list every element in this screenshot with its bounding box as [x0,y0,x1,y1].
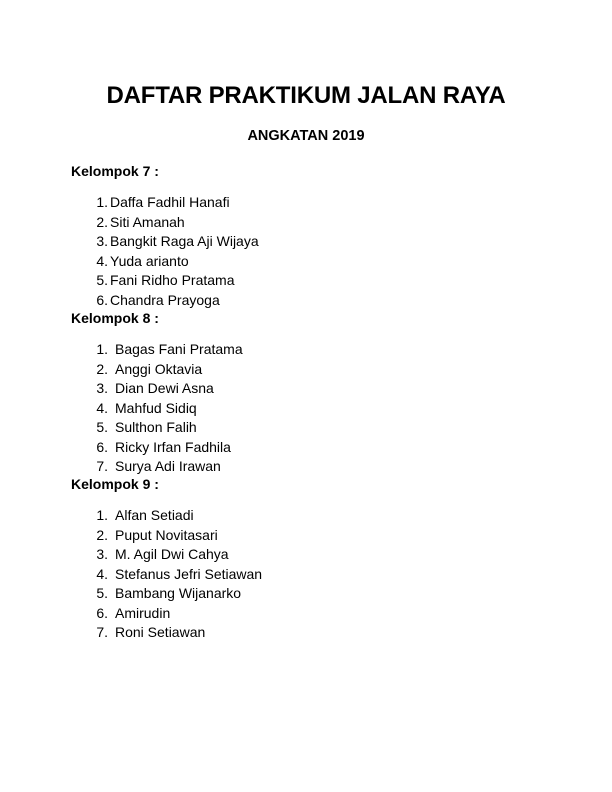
member-name: Ricky Irfan Fadhila [115,438,231,455]
item-number: 5. [96,272,108,288]
member-name: Fani Ridho Pratama [110,272,235,288]
list-item [71,252,551,272]
member-name: Surya Adi Irawan [115,458,221,474]
member-name: Bangkit Raga Aji Wijaya [110,233,259,249]
item-number: 5. [96,585,108,601]
list-item [71,584,551,604]
item-number: 2. [96,526,108,543]
item-number: 5. [96,419,108,435]
item-number: 1. [96,341,108,357]
member-name: Roni Setiawan [115,624,206,640]
member-list [71,506,551,643]
group-heading: Kelompok 9 : [71,476,159,492]
item-number: 2. [96,213,108,230]
member-list [71,193,551,310]
list-item [71,438,551,458]
group-kelompok-9 [71,475,551,643]
list-item [71,506,551,526]
list-item [71,213,551,233]
member-name: M. Agil Dwi Cahya [115,546,229,562]
list-item [71,193,551,213]
member-name: Stefanus Jefri Setiawan [115,565,263,582]
list-item [71,457,551,477]
item-number: 6. [96,438,108,455]
list-item [71,379,551,399]
member-name: Sulthon Falih [115,419,197,435]
group-kelompok-7 [71,162,551,310]
member-name: Siti Amanah [110,213,185,230]
item-number: 3. [96,546,108,562]
member-list [71,340,551,477]
item-number: 2. [96,360,108,377]
list-item [71,340,551,360]
item-number: 7. [96,624,108,640]
member-name: Yuda arianto [110,252,189,269]
member-name: Bagas Fani Pratama [115,341,243,357]
list-item [71,360,551,380]
item-number: 3. [96,233,108,249]
member-name: Dian Dewi Asna [115,380,214,396]
list-item [71,418,551,438]
group-heading: Kelompok 7 : [71,163,159,179]
document-title: DAFTAR PRAKTIKUM JALAN RAYA [106,82,506,109]
item-number: 6. [96,604,108,621]
member-name: Alfan Setiadi [115,507,194,523]
list-item [71,565,551,585]
member-name: Anggi Oktavia [115,360,203,377]
list-item [71,545,551,565]
list-item [71,232,551,252]
list-item [71,604,551,624]
item-number: 4. [96,252,108,269]
member-name: Bambang Wijanarko [115,585,242,601]
document-subtitle: ANGKATAN 2019 [247,128,365,144]
item-number: 1. [96,507,108,523]
list-item [71,271,551,291]
item-number: 7. [96,458,108,474]
group-heading: Kelompok 8 : [71,310,159,326]
member-name: Puput Novitasari [115,526,218,543]
item-number: 4. [96,565,108,582]
item-number: 4. [96,399,108,416]
item-number: 6. [96,291,108,308]
member-name: Mahfud Sidiq [115,399,197,416]
list-item [71,291,551,311]
item-number: 1. [96,194,108,210]
member-name: Amirudin [115,604,171,621]
list-item [71,623,551,643]
member-name: Chandra Prayoga [110,291,220,308]
item-number: 3. [96,380,108,396]
list-item [71,399,551,419]
group-kelompok-8 [71,309,551,477]
member-name: Daffa Fadhil Hanafi [110,194,230,210]
list-item [71,526,551,546]
